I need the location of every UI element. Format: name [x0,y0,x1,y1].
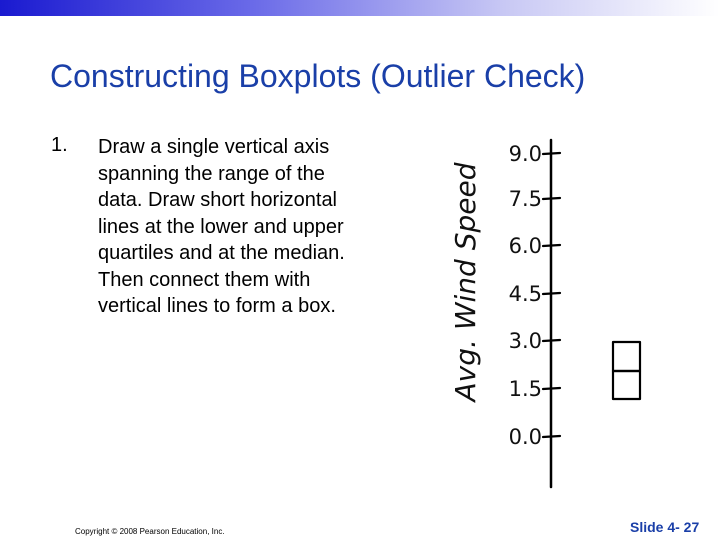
tick-mark [543,388,560,389]
tick-mark [543,198,560,199]
tick-label: 1.5 [508,377,542,401]
upper-box-segment [613,342,640,371]
step-text: Draw a single vertical axis spanning the range of the data. Draw short horizontal lines at the lower and upper quartiles and at the median. Then connect them with vertical lines to form a box. [98,136,345,317]
tick-label: 6.0 [508,234,542,258]
tick-label: 4.5 [508,282,542,306]
slide-number: Slide 4- 27 [630,519,700,535]
tick-mark [543,293,560,294]
tick-mark [543,153,560,154]
tick-label: 3.0 [508,329,542,353]
tick-label: 7.5 [508,187,542,211]
boxplot-box [613,342,640,399]
tick-label: 9.0 [508,142,542,166]
lower-box-segment [613,371,640,399]
step-number: 1. [51,134,68,156]
tick-label: 0.0 [508,425,542,449]
tick-mark [543,436,560,437]
axis-label: Avg. Wind Speed [449,162,482,402]
tick-mark [543,245,560,246]
slide-title: Constructing Boxplots (Outlier Check) [50,58,586,94]
tick-mark [543,340,560,341]
copyright-notice: Copyright © 2008 Pearson Education, Inc. [75,527,225,536]
